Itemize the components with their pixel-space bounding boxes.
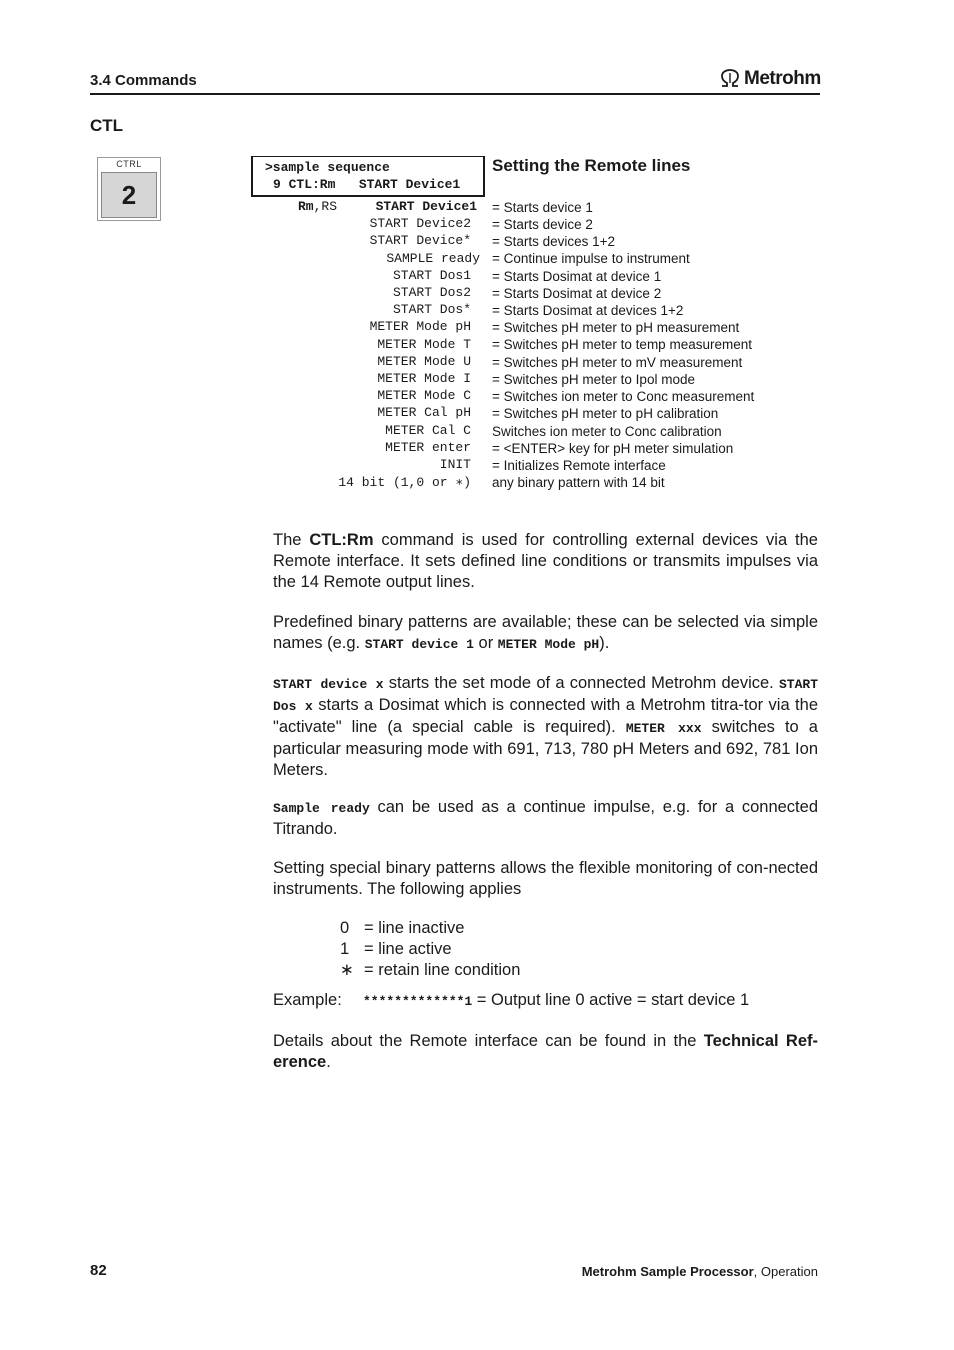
option-desc: any binary pattern with 14 bit [492,475,665,490]
paragraph-binary: Setting special binary patterns allows the flexible monitoring of con-nected instruments. The following applies [273,859,818,898]
page-number: 82 [90,1262,107,1279]
option-desc: = Starts Dosimat at device 2 [492,286,662,301]
text: switches to a particular measuring mode with 691, 713, 780 pH Meters and 692, 781 Ion Meters. [273,718,818,779]
text: starts the set mode of a connected Metrohm device. [383,674,779,692]
legend-symbol: 0 [340,919,350,937]
reference-title: Technical Ref-erence [273,1032,818,1071]
instrument-display [251,156,485,197]
brand-name: Metrohm [744,68,821,89]
example-line [273,991,749,1010]
example-code: *************1 [363,994,473,1009]
option-value: METER Mode C [377,388,471,403]
display-line-1: >sample sequence [265,160,390,175]
option-value: SAMPLE ready [386,251,480,266]
code: Sample ready [273,801,370,816]
option-value: START Dos* [392,302,471,317]
text: command is used for controlling external devices via the Remote interface. It sets defined line conditions or transmits impulses via the 14 Remote output lines. [273,531,818,591]
text: can be used as a continue impulse, e.g. for a connected Titrando. [273,798,818,838]
option-value: INIT [439,457,471,472]
key-label: CTRL [116,159,142,169]
code: START Dos x [273,677,818,714]
option-value: START Device2 [369,216,471,231]
option-desc: = Switches pH meter to pH calibration [492,406,719,421]
display-heading: Setting the Remote lines [492,156,691,175]
text: Predefined binary patterns are available; these can be selected via simple names (e.g. [273,613,818,652]
parameter-alt: ,RS [313,199,338,214]
code: START device x [273,677,384,692]
footer-subtitle: , Operation [753,1264,818,1279]
footer-title [582,1264,818,1279]
option-desc: = Starts devices 1+2 [492,234,616,249]
option-desc: = Starts Dosimat at device 1 [492,269,662,284]
option-desc: Switches ion meter to Conc calibration [492,424,722,439]
display-underline [251,195,485,197]
example-label: Example: [273,991,342,1009]
option-value: START Dos1 [392,268,471,283]
text: ). [599,634,610,652]
text: starts a Dosimat which is connected with a Metrohm titra-tor via the "activate" line (a special cable is required). [273,696,818,736]
code: START device 1 [364,637,474,652]
option-value: METER Mode pH [369,319,471,334]
legend-text: = line active [364,940,452,958]
legend-text: = retain line condition [364,961,521,979]
option-desc: = Initializes Remote interface [492,458,666,473]
command-ref: CTL:Rm [309,531,374,549]
legend-symbol: 1 [340,940,350,958]
option-desc: = Starts Dosimat at devices 1+2 [492,303,684,318]
command-title: CTL [90,116,124,135]
option-value: METER Cal C [385,423,471,438]
paragraph-sample-ready [273,797,818,840]
metrohm-omega-icon [719,69,741,87]
section-title: 3.4 Commands [90,72,197,89]
option-desc: = <ENTER> key for pH meter simulation [492,441,734,456]
option-desc: = Switches ion meter to Conc measurement [492,389,755,404]
legend-text: = line inactive [364,919,465,937]
brand-logo [719,68,821,90]
parameter-name: Rm [298,199,314,214]
option-value: METER Cal pH [377,405,471,420]
legend-row [340,940,452,959]
key-digit: 2 [101,172,157,218]
footer-product: Metrohm Sample Processor [581,1264,754,1279]
option-desc: = Starts device 2 [492,217,593,232]
option-value: START Device* [369,233,471,248]
text: . [326,1053,331,1071]
option-desc: = Switches pH meter to Ipol mode [492,372,695,387]
paragraph-start-modes [273,673,818,781]
option-desc: = Continue impulse to instrument [492,251,690,266]
code: METER xxx [625,721,702,736]
paragraph-patterns [273,612,818,655]
option-desc: = Switches pH meter to temp measurement [492,337,752,352]
option-value: METER enter [385,440,471,455]
parameter-label [298,199,337,214]
option-desc: = Switches pH meter to mV measurement [492,355,743,370]
option-desc: = Starts device 1 [492,200,593,215]
paragraph-reference [273,1031,818,1073]
text: Details about the Remote interface can be found in the [273,1032,704,1050]
option-value: METER Mode I [377,371,471,386]
option-value: 14 bit (1,0 or ∗) [338,475,471,490]
text: The [273,531,310,549]
option-value: METER Mode U [377,354,471,369]
legend-row [340,919,464,938]
display-line-2: 9 CTL:Rm START Device1 [273,177,461,192]
option-value: START Device1 [375,199,477,214]
code: METER Mode pH [497,637,600,652]
paragraph-intro [273,530,818,593]
example-text: = Output line 0 active = start device 1 [472,991,750,1009]
option-value: START Dos2 [392,285,471,300]
ctrl-key-graphic [97,157,161,221]
header-rule [90,93,820,95]
legend-row [340,960,520,980]
option-desc: = Switches pH meter to pH measurement [492,320,740,335]
option-value: METER Mode T [377,337,471,352]
text: or [473,634,498,652]
legend-symbol: ∗ [340,961,354,979]
